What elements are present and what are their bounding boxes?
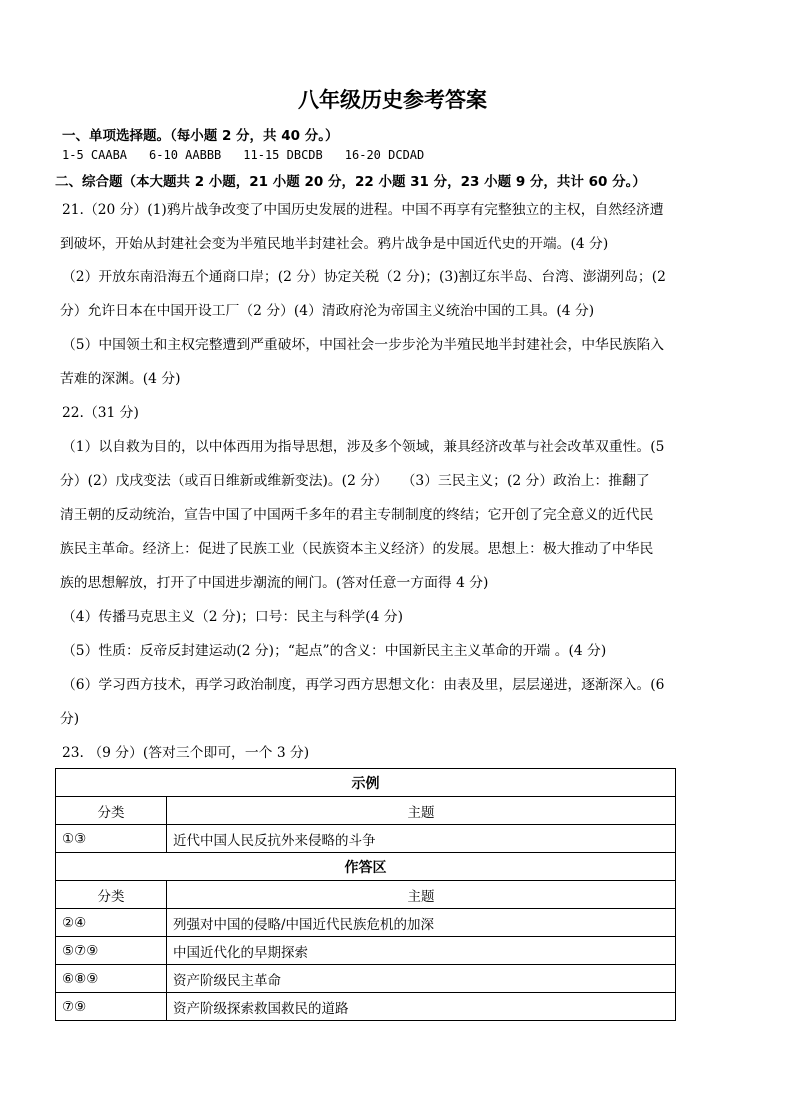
answer-line: （5）性质：反帝反封建运动(2 分)；“起点”的含义：中国新民主主义革命的开端 。(4 分): [62, 643, 607, 659]
answer-line: 清王朝的反动统治，宣告中国了中国两千多年的君主专制制度的终结；它开创了完全意义的近代民: [60, 507, 654, 523]
table-row: [56, 825, 676, 853]
table-cell-category: ⑤⑦⑨: [56, 937, 167, 965]
column-header-category: 分类: [56, 797, 167, 825]
answer-group: 6-10 AABBB: [149, 148, 222, 162]
answer-line: 苦难的深渊。(4 分): [60, 371, 181, 387]
answer-line: 族的思想解放，打开了中国进步潮流的闸门。(答对任意一方面得 4 分): [60, 575, 489, 591]
table-row: [56, 769, 676, 797]
answer-table: [55, 768, 676, 1021]
answer-line: 23. （9 分）(答对三个即可，一个 3 分): [62, 745, 310, 761]
table-row: [56, 853, 676, 881]
table-cell-category: ①③: [56, 825, 167, 853]
column-header-theme: 主题: [167, 797, 676, 825]
answer-line: 分）允许日本在中国开设工厂（2 分）(4）清政府沦为帝国主义统治中国的工具。(4 分): [60, 303, 595, 319]
answer-line: （2）开放东南沿海五个通商口岸；(2 分）协定关税（2 分)；(3)割辽东半岛、台湾、澎湖列岛；(2: [62, 269, 666, 285]
table-cell-theme: 资产阶级探索救国救民的道路: [167, 993, 676, 1021]
table-cell-category: ②④: [56, 909, 167, 937]
table-row: [56, 993, 676, 1021]
page-title: 八年级历史参考答案: [298, 88, 487, 112]
table-row: [56, 881, 676, 909]
answer-line: 21.（20 分）(1)鸦片战争改变了中国历史发展的进程。中国不再享有完整独立的主权，自然经济遭: [62, 202, 664, 218]
column-header-theme: 主题: [167, 881, 676, 909]
column-header-category: 分类: [56, 881, 167, 909]
answer-area-header: 作答区: [56, 853, 676, 881]
table-row: [56, 797, 676, 825]
example-header: 示例: [56, 769, 676, 797]
table-cell-theme: 资产阶级民主革命: [167, 965, 676, 993]
table-row: [56, 909, 676, 937]
answer-line: （6）学习西方技术，再学习政治制度，再学习西方思想文化：由表及里，层层递进，逐渐深入。(6: [62, 677, 665, 693]
answer-line: 22.（31 分): [62, 405, 139, 421]
answer-line: 到破坏，开始从封建社会变为半殖民地半封建社会。鸦片战争是中国近代史的开端。(4 分): [60, 236, 609, 252]
table-cell-category: ⑥⑧⑨: [56, 965, 167, 993]
answer-group: 1-5 CAABA: [62, 148, 128, 162]
section2-heading: 二、综合题（本大题共 2 小题，21 小题 20 分，22 小题 31 分，23 小题 9 分，共计 60 分。）: [55, 174, 646, 190]
table-row: [56, 937, 676, 965]
answer-line: （1）以自救为目的，以中体西用为指导思想，涉及多个领域，兼具经济改革与社会改革双重性。(5: [62, 439, 665, 455]
answer-line: （5）中国领土和主权完整遭到严重破坏，中国社会一步步沦为半殖民地半封建社会，中华民族陷入: [62, 337, 665, 353]
answer-line: （4）传播马克思主义（2 分)；口号：民主与科学(4 分): [62, 609, 403, 625]
answer-group: 16-20 DCDAD: [344, 148, 425, 162]
answer-line: 分): [60, 711, 80, 727]
table-cell-theme: 中国近代化的早期探索: [167, 937, 676, 965]
table-cell-category: ⑦⑨: [56, 993, 167, 1021]
table-row: [56, 965, 676, 993]
answer-line: 分）(2）戊戌变法（或百日维新或维新变法)。(2 分） （3）三民主义；(2 分）政治上：推翻了: [60, 473, 650, 489]
table-cell-theme: 列强对中国的侵略/中国近代民族危机的加深: [167, 909, 676, 937]
table-cell-theme: 近代中国人民反抗外来侵略的斗争: [167, 825, 676, 853]
choice-answers: [62, 148, 446, 162]
section1-heading: 一、单项选择题。（每小题 2 分，共 40 分。）: [62, 128, 339, 144]
answer-group: 11-15 DBCDB: [243, 148, 323, 162]
answer-line: 族民主革命。经济上：促进了民族工业（民族资本主义经济）的发展。思想上：极大推动了中华民: [60, 541, 654, 557]
